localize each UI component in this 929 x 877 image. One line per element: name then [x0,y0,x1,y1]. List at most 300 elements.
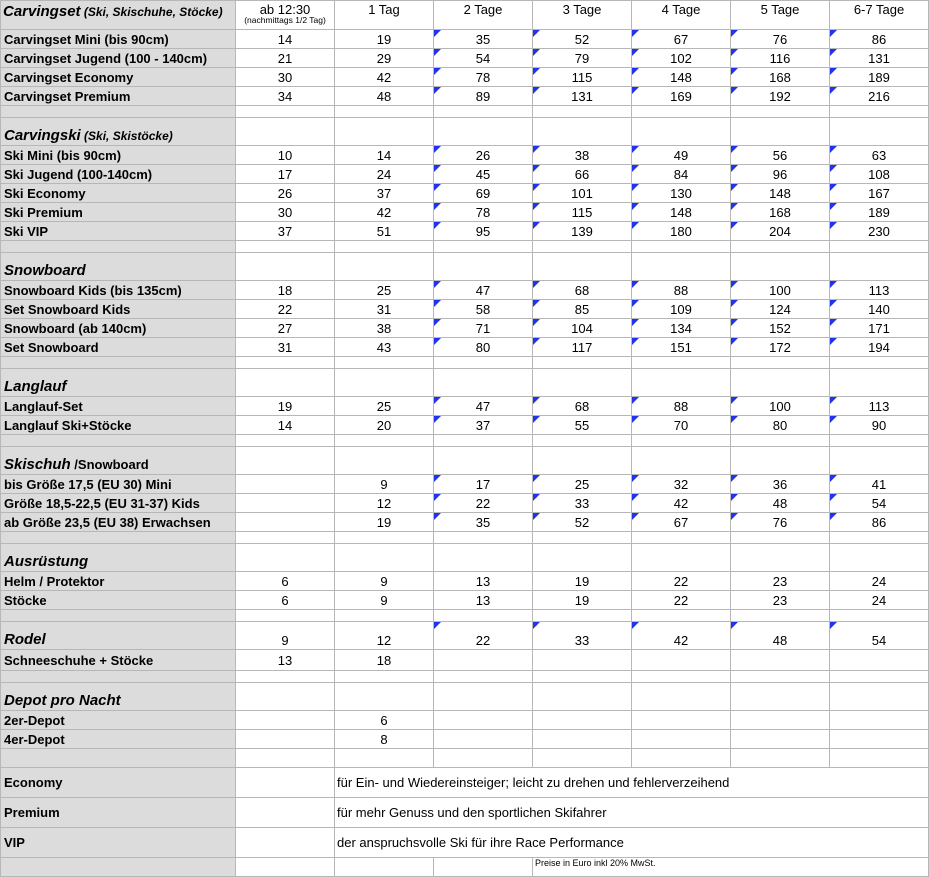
section-title-part: Depot pro Nacht [4,692,121,709]
price-cell: 124 [731,300,830,319]
row-label [1,858,236,877]
row-label: Ski Premium [1,203,236,222]
price-cell [533,683,632,711]
price-cell [236,494,335,513]
price-cell [632,118,731,146]
price-cell [632,711,731,730]
row-label: Stöcke [1,591,236,610]
price-cell: 8 [335,730,434,749]
price-cell [632,544,731,572]
price-cell: 20 [335,416,434,435]
col-afternoon-label: ab 12:30 [259,2,311,17]
row-label: Set Snowboard [1,338,236,357]
price-row [1,222,929,241]
price-cell [632,650,731,671]
price-cell [533,610,632,622]
section-title [1,253,236,281]
price-cell: 95 [434,222,533,241]
price-cell: 48 [731,494,830,513]
price-cell: 14 [335,146,434,165]
price-cell [335,253,434,281]
price-cell: 19 [335,513,434,532]
section-title-part: Rodel [4,631,46,648]
section-title-part: Snowboard [4,262,86,279]
row-label: Helm / Protektor [1,572,236,591]
price-cell [335,369,434,397]
section-title-part: /Snowboard [70,457,149,472]
price-cell: 47 [434,397,533,416]
price-cell: 131 [830,49,929,68]
price-cell: 109 [632,300,731,319]
price-cell: 56 [731,146,830,165]
price-cell [731,683,830,711]
row-label: Set Snowboard Kids [1,300,236,319]
price-cell: 10 [236,146,335,165]
price-cell [236,858,335,877]
price-row [1,184,929,203]
price-cell: 32 [632,475,731,494]
price-cell: 68 [533,397,632,416]
price-cell: 26 [236,184,335,203]
price-cell [236,369,335,397]
price-cell [632,435,731,447]
row-label: Schneeschuhe + Stöcke [1,650,236,671]
row-label: Carvingset Premium [1,87,236,106]
price-cell: 33 [533,622,632,650]
price-cell: 17 [236,165,335,184]
price-cell: 24 [830,591,929,610]
price-cell: 101 [533,184,632,203]
footnote: Preise in Euro inkl 20% MwSt. [533,858,929,877]
price-row [1,711,929,730]
price-cell [434,610,533,622]
price-row [1,300,929,319]
col-afternoon-note: (nachmittags 1/2 Tag) [244,15,326,25]
price-cell: 139 [533,222,632,241]
section-row [1,683,929,711]
price-cell: 189 [830,203,929,222]
price-row [1,513,929,532]
price-cell [434,749,533,768]
price-cell [335,118,434,146]
price-cell [434,683,533,711]
section-title [1,118,236,146]
price-cell [533,253,632,281]
price-cell: 86 [830,30,929,49]
price-cell: 79 [533,49,632,68]
price-cell [731,447,830,475]
price-cell [533,435,632,447]
price-cell: 63 [830,146,929,165]
price-cell: 189 [830,68,929,87]
price-cell: 36 [731,475,830,494]
price-cell: 49 [632,146,731,165]
price-cell: 151 [632,338,731,357]
price-cell [236,475,335,494]
price-cell [434,671,533,683]
price-cell: 27 [236,319,335,338]
price-cell: 29 [335,49,434,68]
price-cell [236,749,335,768]
description-text: für Ein- und Wiedereinsteiger; leicht zu drehen und fehlerverzeihend [335,768,929,798]
price-cell: 9 [335,572,434,591]
price-cell: 43 [335,338,434,357]
price-cell: 194 [830,338,929,357]
price-cell [830,671,929,683]
row-label: ab Größe 23,5 (EU 38) Erwachsen [1,513,236,532]
price-cell: 22 [434,494,533,513]
price-cell: 19 [533,572,632,591]
price-cell: 13 [434,572,533,591]
price-cell [236,671,335,683]
price-cell [533,106,632,118]
price-row [1,30,929,49]
section-title [1,369,236,397]
price-cell [335,683,434,711]
price-cell [533,241,632,253]
price-cell: 19 [533,591,632,610]
price-cell: 140 [830,300,929,319]
price-cell: 52 [533,513,632,532]
section-row [1,253,929,281]
price-cell [434,711,533,730]
price-cell: 35 [434,30,533,49]
price-cell [632,749,731,768]
spacer-row [1,749,929,768]
row-label: Premium [1,798,236,828]
price-cell [632,683,731,711]
price-cell [533,544,632,572]
col-afternoon [236,1,335,30]
price-cell [434,858,533,877]
price-row [1,397,929,416]
row-label: Langlauf Ski+Stöcke [1,416,236,435]
price-cell [731,106,830,118]
price-cell [731,253,830,281]
row-label [1,106,236,118]
price-cell: 26 [434,146,533,165]
price-cell: 70 [632,416,731,435]
price-cell: 38 [533,146,632,165]
price-cell [533,118,632,146]
price-cell: 78 [434,68,533,87]
price-cell: 134 [632,319,731,338]
price-cell: 204 [731,222,830,241]
price-cell: 55 [533,416,632,435]
price-cell: 69 [434,184,533,203]
col-days: 3 Tage [533,1,632,30]
price-cell: 52 [533,30,632,49]
price-cell: 33 [533,494,632,513]
price-cell: 19 [236,397,335,416]
price-cell: 80 [434,338,533,357]
price-cell [731,671,830,683]
price-cell: 172 [731,338,830,357]
section-title-part: Carvingski [4,127,81,144]
price-cell [533,447,632,475]
price-cell: 9 [335,475,434,494]
section-row [1,544,929,572]
price-cell [632,357,731,369]
row-label [1,610,236,622]
price-cell [830,118,929,146]
price-cell: 41 [830,475,929,494]
price-cell: 17 [434,475,533,494]
footnote-row [1,858,929,877]
price-cell [434,435,533,447]
price-cell [335,671,434,683]
price-cell: 171 [830,319,929,338]
price-cell: 21 [236,49,335,68]
price-cell [830,650,929,671]
section-title-part: Skischuh [4,456,71,473]
price-cell: 12 [335,622,434,650]
price-cell: 115 [533,203,632,222]
price-cell [731,435,830,447]
price-cell: 89 [434,87,533,106]
price-cell [830,610,929,622]
price-cell: 14 [236,30,335,49]
price-cell: 14 [236,416,335,435]
price-cell [236,357,335,369]
price-cell [632,447,731,475]
price-cell: 31 [335,300,434,319]
price-cell [731,118,830,146]
price-cell [830,711,929,730]
price-cell: 6 [335,711,434,730]
price-cell [236,532,335,544]
price-cell [830,435,929,447]
price-cell: 115 [533,68,632,87]
price-cell [731,544,830,572]
price-cell: 85 [533,300,632,319]
row-label: 4er-Depot [1,730,236,749]
row-label [1,357,236,369]
price-cell [434,544,533,572]
price-cell: 84 [632,165,731,184]
price-cell: 51 [335,222,434,241]
price-cell [236,435,335,447]
price-cell: 68 [533,281,632,300]
row-label: 2er-Depot [1,711,236,730]
price-cell [236,683,335,711]
price-cell [335,749,434,768]
spacer-row [1,357,929,369]
price-cell: 168 [731,203,830,222]
price-cell [632,671,731,683]
price-row [1,146,929,165]
price-cell: 6 [236,572,335,591]
price-cell: 88 [632,281,731,300]
header-row [1,1,929,30]
price-cell [335,858,434,877]
price-cell [434,532,533,544]
header-title-main: Carvingset [3,3,81,20]
col-days: 2 Tage [434,1,533,30]
price-row [1,68,929,87]
price-cell: 130 [632,184,731,203]
price-cell [731,711,830,730]
section-title [1,544,236,572]
description-row [1,768,929,798]
price-cell: 116 [731,49,830,68]
price-cell: 22 [434,622,533,650]
row-label: Snowboard Kids (bis 135cm) [1,281,236,300]
price-cell: 102 [632,49,731,68]
price-cell: 30 [236,68,335,87]
price-cell: 23 [731,591,830,610]
price-cell: 192 [731,87,830,106]
price-cell [731,369,830,397]
price-cell [731,749,830,768]
price-cell [830,749,929,768]
description-text: der anspruchsvolle Ski für ihre Race Performance [335,828,929,858]
price-cell [335,447,434,475]
price-cell: 13 [236,650,335,671]
price-cell [236,828,335,858]
price-cell: 54 [434,49,533,68]
section-title-part: (Ski, Skistöcke) [80,129,173,143]
section-row [1,447,929,475]
price-cell: 47 [434,281,533,300]
price-row [1,416,929,435]
price-cell [236,711,335,730]
price-cell [335,532,434,544]
price-row [1,338,929,357]
col-days: 6-7 Tage [830,1,929,30]
price-cell: 113 [830,281,929,300]
price-cell [731,357,830,369]
row-label: Carvingset Economy [1,68,236,87]
row-label [1,749,236,768]
row-label [1,435,236,447]
price-cell: 6 [236,591,335,610]
price-cell: 45 [434,165,533,184]
price-cell [434,106,533,118]
price-cell: 58 [434,300,533,319]
price-cell [236,768,335,798]
price-cell: 80 [731,416,830,435]
price-row [1,730,929,749]
price-row [1,203,929,222]
price-row [1,650,929,671]
price-cell: 37 [236,222,335,241]
price-row [1,165,929,184]
price-cell [335,610,434,622]
price-cell [434,369,533,397]
price-cell [236,106,335,118]
price-cell [632,532,731,544]
price-cell [335,357,434,369]
section-title-part: Ausrüstung [4,553,89,570]
price-cell [632,241,731,253]
price-cell: 25 [335,281,434,300]
price-cell: 148 [731,184,830,203]
price-row [1,319,929,338]
price-cell: 48 [335,87,434,106]
price-cell [434,241,533,253]
price-cell: 71 [434,319,533,338]
price-cell: 67 [632,513,731,532]
price-cell: 100 [731,281,830,300]
spacer-row [1,532,929,544]
price-cell: 169 [632,87,731,106]
price-cell: 37 [335,184,434,203]
price-cell [533,671,632,683]
price-cell: 12 [335,494,434,513]
price-cell [533,650,632,671]
price-cell [335,106,434,118]
price-cell [434,118,533,146]
price-cell [533,749,632,768]
price-cell [236,730,335,749]
price-cell: 24 [830,572,929,591]
price-cell: 35 [434,513,533,532]
price-cell: 48 [731,622,830,650]
header-title [1,1,236,30]
spacer-row [1,610,929,622]
price-cell: 25 [335,397,434,416]
price-cell [830,369,929,397]
price-cell: 90 [830,416,929,435]
price-cell [533,730,632,749]
price-row [1,494,929,513]
row-label: Ski Economy [1,184,236,203]
price-cell: 22 [632,572,731,591]
price-cell: 230 [830,222,929,241]
price-cell [335,241,434,253]
col-days: 5 Tage [731,1,830,30]
price-cell [632,106,731,118]
row-label: VIP [1,828,236,858]
row-label: Langlauf-Set [1,397,236,416]
price-cell: 96 [731,165,830,184]
price-cell: 22 [632,591,731,610]
price-row [1,475,929,494]
price-cell: 24 [335,165,434,184]
price-row [1,281,929,300]
price-cell: 30 [236,203,335,222]
price-cell: 104 [533,319,632,338]
price-cell: 148 [632,68,731,87]
price-cell [236,447,335,475]
price-cell [731,730,830,749]
price-cell [236,798,335,828]
price-cell [236,513,335,532]
row-label: Carvingset Jugend (100 - 140cm) [1,49,236,68]
spacer-row [1,435,929,447]
price-cell: 34 [236,87,335,106]
price-cell [632,369,731,397]
price-cell [335,544,434,572]
price-cell [632,610,731,622]
price-cell: 54 [830,622,929,650]
price-cell [731,610,830,622]
description-row [1,798,929,828]
price-cell: 18 [236,281,335,300]
price-cell: 9 [335,591,434,610]
price-cell: 67 [632,30,731,49]
price-cell: 19 [335,30,434,49]
price-cell: 131 [533,87,632,106]
section-row [1,622,929,650]
price-cell [434,730,533,749]
price-cell [830,106,929,118]
price-cell: 167 [830,184,929,203]
price-cell: 9 [236,622,335,650]
price-cell [533,532,632,544]
price-cell: 88 [632,397,731,416]
